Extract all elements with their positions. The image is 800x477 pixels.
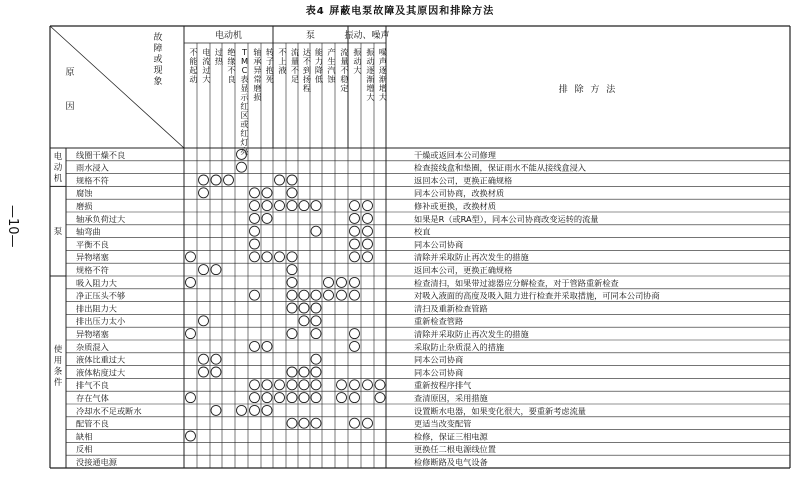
column-header: 不上液 [278,47,287,75]
remedy-cell: 更换任二根电源线位置 [414,444,496,455]
fault-mark-circle [287,303,297,313]
fault-mark-circle [350,290,360,300]
fault-mark-circle [299,201,309,211]
cause-cell: 液体比重过大 [76,354,126,365]
fault-mark-circle [311,329,321,339]
remedy-cell: 对吸入液面的高度及吸入阻力进行检查并采取措施，可同本公司协商 [414,290,660,301]
remedy-cell: 设置断水电器，如果变化很大，要重新考虑流量 [414,405,586,416]
remedy-cell: 更适当改变配管 [414,418,472,429]
category-label: 泵 [53,227,63,238]
column-header: 流量不足 [290,47,300,84]
fault-mark-circle [199,175,209,185]
cause-cell: 净正压头不够 [76,290,126,301]
cause-cell: 规格不符 [76,175,109,186]
fault-mark-circle [250,290,260,300]
remedy-cell: 如果是R（或RA型），同本公司协商改变运转的流量 [414,213,599,224]
fault-mark-circle [363,380,373,390]
fault-mark-circle [299,380,309,390]
fault-mark-circle [275,252,285,262]
column-header: 过热 [214,47,224,66]
fault-mark-circle [350,252,360,262]
fault-mark-circle [299,393,309,403]
fault-mark-circle [250,239,260,249]
fault-mark-circle [299,316,309,326]
fault-mark-circle [337,290,347,300]
cause-cell: 平衡不良 [76,239,109,250]
fault-mark-circle [262,188,272,198]
fault-mark-circle [350,329,360,339]
remedy-cell: 同本公司协商 [414,239,464,250]
remedy-cell: 检修，保证三相电源 [414,431,488,442]
cause-cell: 冷却水不足或断水 [76,405,142,416]
fault-mark-circle [186,393,196,403]
cause-cell: 雨水浸入 [76,162,109,173]
fault-mark-circle [287,418,297,428]
fault-mark-circle [363,252,373,262]
fault-mark-circle [287,290,297,300]
column-header: 达不到扬程 [302,47,312,93]
fault-mark-circle [363,201,373,211]
fault-mark-circle [186,277,196,287]
fault-mark-circle [350,393,360,403]
column-header: 不能起动 [189,47,198,84]
remedy-cell: 检修断路及电气设备 [414,457,488,467]
fault-mark-circle [262,380,272,390]
fault-mark-circle [311,316,321,326]
remedy-cell: 返回本公司，更换正确规格 [414,175,513,186]
cause-cell: 排气不良 [76,380,109,391]
cause-cell: 吸入阻力大 [76,277,117,288]
fault-mark-circle [363,418,373,428]
remedy-cell: 重新按程序排气 [414,380,472,391]
fault-mark-circle [350,239,360,249]
remedy-cell: 同本公司协商 [414,367,464,378]
fault-mark-circle [287,188,297,198]
fault-mark-circle [250,252,260,262]
fault-mark-circle [199,354,209,364]
group-header: 电动机 [214,31,243,41]
fault-mark-circle [275,201,285,211]
column-header: T M C 表显示红区或红灯亮 [240,47,249,156]
remedy-cell: 同本公司协商，改换材质 [414,188,505,199]
fault-mark-circle [287,252,297,262]
remedy-cell: 返回本公司，更换正确规格 [414,265,513,275]
fault-mark-circle [287,201,297,211]
cause-cell: 腐蚀 [76,188,93,199]
group-header: 泵 [305,31,316,41]
fault-mark-circle [287,393,297,403]
cause-cell: 排出阻力大 [76,303,117,314]
fault-mark-circle [337,380,347,390]
cause-cell: 排出压力太小 [76,316,126,327]
fault-mark-circle [275,175,285,185]
cause-cell: 线圈干燥不良 [76,149,126,160]
fault-mark-circle [262,252,272,262]
fault-mark-circle [311,226,321,236]
cause-cell: 磨损 [76,201,93,211]
remedy-cell: 同本公司协商 [414,354,464,365]
fault-mark-circle [287,380,297,390]
fault-mark-circle [199,316,209,326]
fault-mark-circle [287,265,297,275]
fault-mark-circle [250,393,260,403]
fault-mark-circle [250,380,260,390]
column-header: 电流过大 [202,47,211,84]
cause-cell: 液体粘度过大 [76,367,126,378]
fault-mark-circle [211,367,221,377]
fault-mark-circle [186,252,196,262]
column-header: 绝缘不良 [227,47,236,84]
fault-mark-circle [311,201,321,211]
fault-mark-circle [324,290,334,300]
cause-cell: 轴弯曲 [76,226,101,237]
fault-mark-circle [262,405,272,415]
fault-mark-circle [250,405,260,415]
fault-mark-circle [250,188,260,198]
remedy-cell: 检查接线盒和垫圈，保证雨水不能从接线盒浸入 [414,162,586,173]
fault-mark-circle [350,380,360,390]
fault-mark-circle [186,431,196,441]
remedy-header: 排 除 方 法 [558,85,618,95]
fault-mark-circle [311,380,321,390]
column-header: 流量不稳定 [340,47,349,93]
fault-mark-circle [350,226,360,236]
fault-mark-circle [363,239,373,249]
fault-mark-circle [350,277,360,287]
fault-mark-circle [287,367,297,377]
fault-mark-circle [311,418,321,428]
remedy-cell: 采取防止杂质混入的措施 [414,341,505,352]
table-title: 表4 屏蔽电泵故障及其原因和排除方法 [305,6,495,17]
cause-cell: 规格不符 [76,265,109,275]
fault-mark-circle [299,290,309,300]
fault-mark-circle [224,175,234,185]
fault-mark-circle [262,341,272,351]
fault-mark-circle [375,393,385,403]
page-number-text: —10— [5,205,20,248]
fault-mark-circle [350,213,360,223]
remedy-cell: 查清原因，采用措施 [414,393,488,403]
remedy-cell: 清除并采取防止再次发生的措施 [414,329,529,339]
remedy-cell: 重新检查管路 [414,316,464,327]
fault-mark-circle [237,405,247,415]
column-header: 噪声逐渐增大 [378,47,388,102]
cause-cell: 没接通电源 [76,457,117,467]
fault-mark-circle [299,418,309,428]
cause-cell: 缺相 [76,431,93,442]
fault-mark-circle [350,418,360,428]
corner-label-cause: 原因 [65,68,75,112]
fault-mark-circle [299,367,309,377]
fault-mark-circle [311,393,321,403]
fault-mark-circle [275,393,285,403]
fault-mark-circle [199,188,209,198]
fault-mark-circle [211,405,221,415]
corner-diagonal [50,26,184,148]
remedy-cell: 校直 [414,226,431,237]
cause-cell: 异物堵塞 [76,252,109,263]
column-header: 振动逐渐增大 [366,47,375,102]
fault-mark-circle [363,226,373,236]
fault-mark-circle [287,329,297,339]
group-header: 振动、噪声 [344,31,390,41]
cause-cell: 反相 [76,444,93,455]
fault-mark-circle [287,175,297,185]
fault-mark-circle [262,213,272,223]
fault-mark-circle [211,354,221,364]
remedy-cell: 修补或更换，改换材质 [414,201,496,211]
column-header: 振动大 [353,47,362,75]
remedy-cell: 检查清扫，如果带过滤器应分解检查，对于管路重新检查 [414,277,619,288]
fault-mark-circle [275,380,285,390]
remedy-cell: 干燥或返回本公司修理 [414,149,496,160]
column-header: 产生汽蚀 [327,47,336,84]
fault-mark-circle [237,162,247,172]
fault-mark-circle [350,341,360,351]
column-header: 能力降低 [314,47,324,84]
fault-mark-circle [311,367,321,377]
fault-mark-circle [211,175,221,185]
fault-mark-circle [350,201,360,211]
fault-mark-circle [262,393,272,403]
fault-mark-circle [311,303,321,313]
fault-mark-circle [324,277,334,287]
cause-cell: 存在气体 [76,393,109,403]
fault-mark-circle [199,265,209,275]
cause-cell: 轴承负荷过大 [76,213,126,224]
fault-mark-circle [287,277,297,287]
category-label: 使用条件 [53,345,63,389]
fault-mark-circle [186,329,196,339]
fault-mark-circle [262,201,272,211]
cause-cell: 异物堵塞 [76,329,109,339]
fault-mark-circle [311,290,321,300]
cause-cell: 配管不良 [76,418,109,429]
remedy-cell: 清除并采取防止再次发生的措施 [414,252,529,263]
fault-mark-circle [250,341,260,351]
fault-mark-circle [211,265,221,275]
fault-mark-circle [311,354,321,364]
fault-mark-circle [250,213,260,223]
cause-cell: 杂质混入 [76,341,109,352]
remedy-cell: 清扫及重新检查管路 [414,303,488,314]
fault-mark-circle [363,213,373,223]
column-header: 转子抱死 [265,47,275,84]
fault-mark-circle [250,201,260,211]
category-label: 电动机 [53,152,63,185]
corner-label-fault: 故障或现象 [153,33,163,87]
fault-mark-circle [199,367,209,377]
fault-mark-circle [299,303,309,313]
fault-mark-circle [337,393,347,403]
fault-mark-circle [375,380,385,390]
fault-mark-circle [250,226,260,236]
fault-mark-circle [337,277,347,287]
column-header: 轴承异常磨损 [253,47,262,102]
